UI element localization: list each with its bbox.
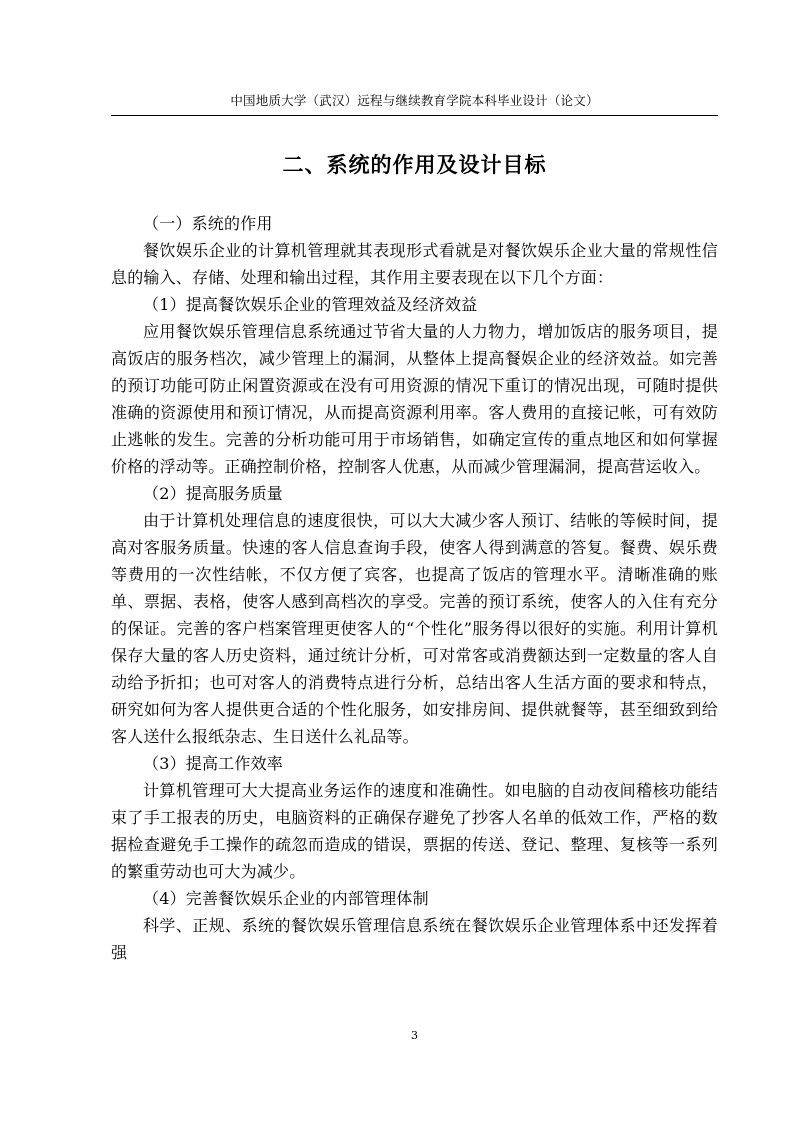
item-heading-4: （4）完善餐饮娱乐企业的内部管理体制 xyxy=(143,889,429,908)
item-heading-3: （3）提高工作效率 xyxy=(143,754,283,773)
page-header: 中国地质大学（武汉）远程与继续教育学院本科毕业设计（论文） xyxy=(230,93,599,108)
item-heading-2: （2）提高服务质量 xyxy=(143,484,283,503)
page-number: 3 xyxy=(411,1029,418,1042)
header-divider xyxy=(111,115,718,116)
body-text xyxy=(111,210,718,966)
item-heading-1: （1）提高餐饮娱乐企业的管理效益及经济效益 xyxy=(143,295,478,314)
paragraph-item-1: 应用餐饮娱乐管理信息系统通过节省大量的人力物力，增加饭店的服务项目，提高饭店的服务档次，减少管理上的漏洞，从整体上提高餐娱企业的经济效益。如完善的预订功能可防止闲置资源或在没有可用资源的情况下重订的情况出现，可随时提供准确的资源使用和预订情况，从而提高资源利用率。客人费用的直接记帐，可有效防止逃帐的发生。完善的分析功能可用于市场销售，如确定宣传的重点地区和如何掌握价格的浮动等。正确控制价格，控制客人优惠，从而减少管理漏洞，提高营运收入。 xyxy=(111,322,718,476)
paragraph-item-4: 科学、正规、系统的餐饮娱乐管理信息系统在餐饮娱乐企业管理体系中还发挥着强 xyxy=(111,916,718,962)
paragraph-item-3: 计算机管理可大大提高业务运作的速度和准确性。如电脑的自动夜间稽核功能结束了手工报表的历史，电脑资料的正确保存避免了抄客人名单的低效工作，严格的数据检查避免手工操作的疏忽而造成的错误，票据的传送、登记、整理、复核等一系列的繁重劳动也可大为减少。 xyxy=(111,781,718,881)
paragraph-intro: 餐饮娱乐企业的计算机管理就其表现形式看就是对餐饮娱乐企业大量的常规性信息的输入、存储、处理和输出过程，其作用主要表现在以下几个方面： xyxy=(111,241,718,287)
section-title: 二、系统的作用及设计目标 xyxy=(282,152,547,177)
paragraph-item-2: 由于计算机处理信息的速度很快，可以大大减少客人预订、结帐的等候时间，提高对客服务质量。快速的客人信息查询手段，使客人得到满意的答复。餐费、娱乐费等费用的一次性结帐，不仅方便了宾客，也提高了饭店的管理水平。清晰准确的账单、票据、表格，使客人感到高档次的享受。完善的预订系统，使客人的入住有充分的保证。完善的客户档案管理更使客人的“个性化”服务得以很好的实施。利用计算机保存大量的客人历史资料，通过统计分析，可对常客或消费额达到一定数量的客人自动给予折扣；也可对客人的消费特点进行分析，总结出客人生活方面的要求和特点，研究如何为客人提供更合适的个性化服务，如安排房间、提供就餐等，甚至细致到给客人送什么报纸杂志、生日送什么礼品等。 xyxy=(111,511,718,746)
subsection-heading-1: （一）系统的作用 xyxy=(143,214,273,233)
